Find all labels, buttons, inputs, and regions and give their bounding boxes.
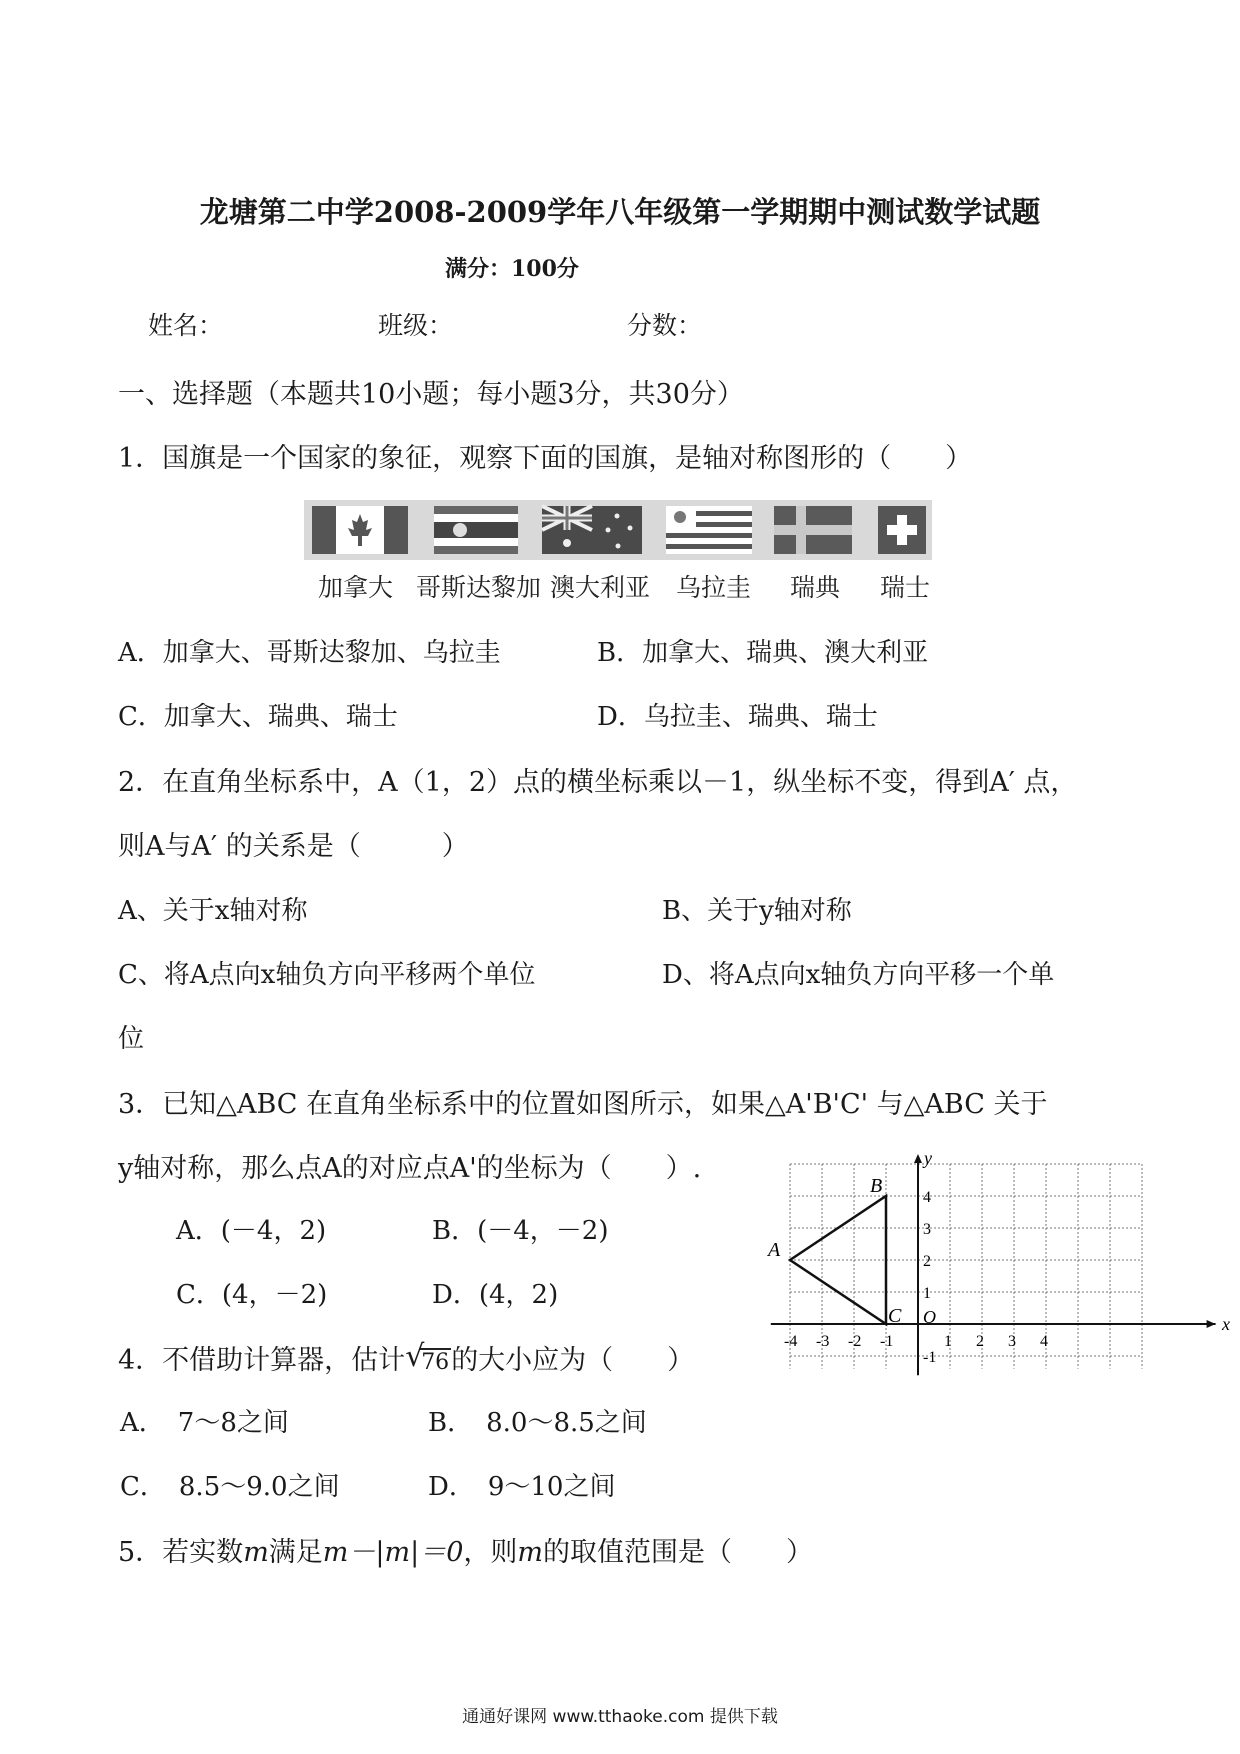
x-tick-label: 1: [944, 1333, 952, 1350]
flag-australia-image: [542, 506, 642, 554]
y-tick-label: 1: [923, 1285, 931, 1302]
y-tick-label: 3: [923, 1221, 931, 1238]
flag-label-costa-rica: 哥斯达黎加: [416, 573, 542, 602]
q3-option-d: D．(4，2): [432, 1280, 559, 1310]
q4-option-b: B． 8.0～8.5之间: [428, 1408, 647, 1438]
score-label: 分数：: [627, 311, 703, 340]
sqrt-radicand: 76: [421, 1350, 450, 1375]
q5-equation: m－|m|＝0: [322, 1537, 464, 1568]
flag-label-switzerland: 瑞士: [880, 573, 931, 602]
q3-stem-line2: y轴对称，那么点A的对应点A'的坐标为（ ）.: [118, 1153, 702, 1184]
q4-stem: [118, 1338, 694, 1377]
y-axis-label: y: [924, 1148, 932, 1168]
q1-option-c: C．加拿大、瑞典、瑞士: [118, 702, 398, 732]
q5-condition-text: 满足: [268, 1537, 323, 1568]
q4-option-a: A． 7～8之间: [120, 1408, 289, 1438]
q4-stem-after: 的大小应为（ ）: [451, 1345, 695, 1376]
x-tick-label: -2: [848, 1333, 862, 1350]
full-score: 满分：100分: [445, 256, 579, 282]
graph-grid: [790, 1164, 1142, 1369]
x-tick-label: -3: [816, 1333, 830, 1350]
x-tick-label: 2: [976, 1333, 984, 1350]
flag-label-australia: 澳大利亚: [550, 573, 651, 602]
y-tick-label: 4: [923, 1189, 931, 1206]
q2-stem-line1: 2．在直角坐标系中，A（1，2）点的横坐标乘以－1，纵坐标不变，得到A′ 点，: [118, 767, 1078, 798]
name-label: 姓名：: [148, 311, 224, 340]
q4-option-d: D． 9～10之间: [428, 1472, 616, 1502]
flag-canada-image: [312, 506, 408, 554]
sqrt-expression: [405, 1339, 451, 1376]
y-tick-label: 2: [923, 1253, 931, 1270]
q5-variable: m: [243, 1537, 269, 1568]
flag-costa-rica-image: [434, 506, 518, 554]
graph-axes: [771, 1148, 1230, 1375]
triangle-abc: [766, 1175, 902, 1327]
exam-title: 龙塘第二中学2008-2009学年八年级第一学期期中测试数学试题: [199, 195, 1041, 229]
x-tick-label: 3: [1008, 1333, 1016, 1350]
section-heading: 一、选择题（本题共10小题；每小题3分，共30分）: [118, 379, 744, 410]
flag-uruguay-image: [666, 506, 752, 554]
footer-source: 通通好课网 www.tthaoke.com 提供下载: [462, 1707, 778, 1727]
q5-variable-2: m: [517, 1537, 543, 1568]
x-tick-label: 4: [1040, 1333, 1048, 1350]
y-tick-label: -1: [923, 1349, 937, 1366]
q5-stem-mid: ，则: [463, 1537, 518, 1568]
point-b-label: B: [870, 1175, 883, 1197]
flag-label-canada: 加拿大: [318, 573, 394, 602]
flags-strip: [304, 500, 932, 560]
x-axis-arrow-icon: [1207, 1320, 1216, 1328]
q2-option-d-wrap: 位: [118, 1024, 145, 1054]
sqrt-sign-icon: √: [405, 1339, 425, 1374]
x-axis-label: x: [1222, 1314, 1230, 1334]
point-a-label: A: [768, 1239, 781, 1261]
flag-switzerland-image: [878, 506, 926, 554]
q1-stem: 1．国旗是一个国家的象征，观察下面的国旗，是轴对称图形的（ ）: [118, 443, 973, 474]
q3-option-c: C．(4，－2): [176, 1280, 328, 1310]
q2-option-d: D、将A点向x轴负方向平移一个单: [662, 960, 1055, 990]
q5-stem-after: 的取值范围是（ ）: [542, 1537, 813, 1568]
q4-stem-before: 4．不借助计算器，估计: [118, 1345, 406, 1376]
flag-sweden-image: [774, 506, 852, 554]
q3-stem-line1: 3．已知△ABC 在直角坐标系中的位置如图所示，如果△A'B'C' 与△ABC 关于: [118, 1089, 1048, 1120]
q1-option-d: D．乌拉圭、瑞典、瑞士: [597, 702, 878, 732]
q5-stem: [118, 1530, 813, 1569]
y-axis-arrow-icon: [914, 1154, 922, 1163]
flag-label-sweden: 瑞典: [790, 573, 841, 602]
flag-label-uruguay: 乌拉圭: [676, 573, 752, 602]
q2-option-a: A、关于x轴对称: [118, 896, 308, 926]
q3-option-b: B．(－4，－2): [432, 1216, 609, 1246]
origin-label: O: [923, 1307, 936, 1327]
x-tick-label: -1: [880, 1333, 894, 1350]
q2-option-c: C、将A点向x轴负方向平移两个单位: [118, 960, 536, 990]
q2-stem-line2: 则A与A′ 的关系是（ ）: [118, 831, 469, 862]
x-tick-label: -4: [784, 1333, 798, 1350]
q2-option-b: B、关于y轴对称: [662, 896, 852, 926]
q1-option-a: A．加拿大、哥斯达黎加、乌拉圭: [118, 638, 501, 668]
coordinate-graph: [768, 1148, 1230, 1372]
q3-option-a: A．(－4，2): [176, 1216, 327, 1246]
point-c-label: C: [888, 1305, 902, 1327]
q4-option-c: C． 8.5～9.0之间: [120, 1472, 340, 1502]
q1-option-b: B．加拿大、瑞典、澳大利亚: [597, 638, 929, 668]
class-label: 班级：: [378, 311, 454, 340]
q5-stem-before: 5．若实数: [118, 1537, 244, 1568]
graph-ticks: [784, 1189, 1048, 1366]
